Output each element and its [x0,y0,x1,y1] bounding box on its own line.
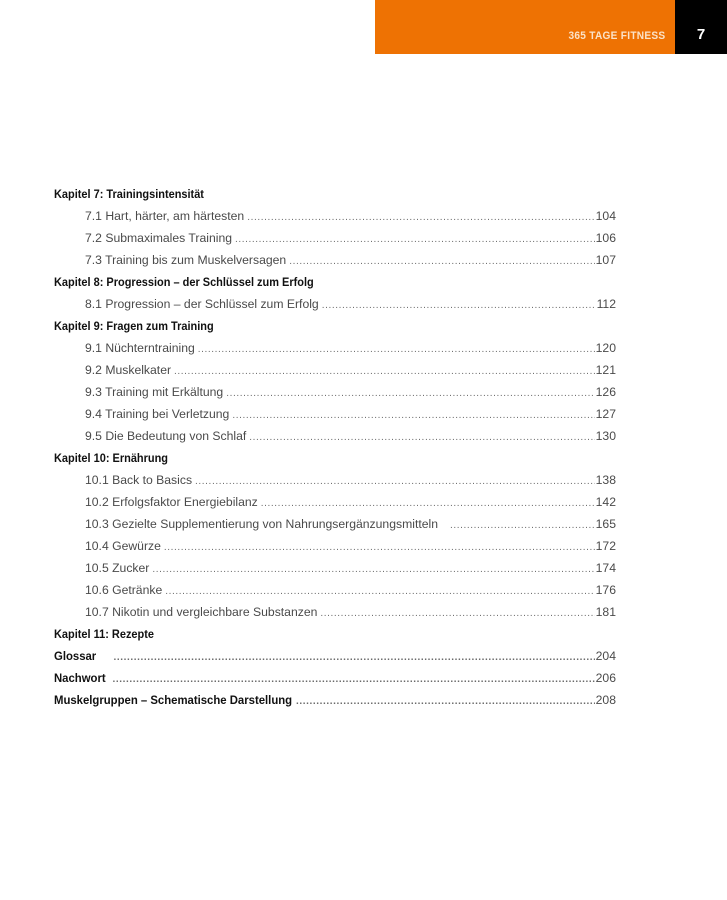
entry-page: 181 [595,605,616,619]
leader-dots [226,383,594,405]
leader-dots [322,295,596,317]
toc-entry[interactable] [54,601,616,623]
chapter-title: Kapitel 11: Rezepte [54,627,155,641]
leader-dots [296,691,595,713]
entry-page: 112 [596,297,616,311]
entry-page: 206 [595,671,616,685]
entry-label: 10.2 Erfolgsfaktor Energiebilanz [85,495,258,509]
header-band [375,0,675,54]
entry-page: 204 [595,649,616,663]
leader-dots [174,361,595,383]
toc-entry[interactable] [54,403,616,425]
entry-label: 10.5 Zucker [85,561,150,575]
leader-dots [235,229,595,251]
book-title: 365 TAGE FITNESS [567,30,665,42]
toc-entry[interactable] [54,205,616,227]
toc-glossary[interactable] [54,645,616,667]
entry-label: 9.3 Training mit Erkältung [85,385,224,399]
leader-dots [232,405,594,427]
toc-entry[interactable] [54,535,616,557]
leader-dots [261,493,595,515]
toc-chapter-11[interactable] [54,623,616,645]
toc-entry[interactable] [54,579,616,601]
entry-page: 107 [595,253,616,267]
leader-dots [195,471,595,493]
entry-page: 176 [595,583,616,597]
entry-page: 106 [595,231,616,245]
leader-dots [289,251,594,273]
toc-entry[interactable] [54,513,616,535]
entry-label: 8.1 Progression – der Schlüssel zum Erfolg [85,297,319,311]
chapter-title: Kapitel 9: Fragen zum Training [54,319,214,333]
entry-label: 9.4 Training bei Verletzung [85,407,230,421]
toc-chapter-10[interactable] [54,447,616,469]
leader-dots [113,647,594,669]
entry-label: 9.5 Die Bedeutung von Schlaf [85,429,247,443]
entry-label: 10.6 Getränke [85,583,163,597]
entry-page: 130 [595,429,616,443]
toc-chapter-9[interactable] [54,315,616,337]
entry-label: 10.3 Gezielte Supplementierung von Nahrungsergänzungsmitteln [85,517,438,531]
chapter-title: Kapitel 7: Trainingsintensität [54,187,204,201]
leader-dots [247,207,594,229]
leader-dots [113,669,595,691]
entry-page: 165 [595,517,616,531]
chapter-title: Kapitel 10: Ernährung [54,451,168,465]
entry-page: 126 [595,385,616,399]
page-number-box [675,0,727,54]
entry-label: 7.2 Submaximales Training [85,231,232,245]
entry-label: 7.1 Hart, härter, am härtesten [85,209,245,223]
toc-muscle-groups[interactable] [54,689,616,711]
entry-page: 208 [595,693,616,707]
leader-dots [164,537,595,559]
leader-dots [450,515,595,537]
leader-dots [320,603,594,625]
entry-label: Nachwort [54,671,106,685]
entry-page: 138 [595,473,616,487]
entry-page: 127 [595,407,616,421]
leader-dots [152,559,594,581]
toc-entry[interactable] [54,227,616,249]
leader-dots [249,427,594,449]
entry-label: 10.7 Nikotin und vergleichbare Substanzen [85,605,318,619]
toc-entry[interactable] [54,249,616,271]
leader-dots [165,581,594,603]
entry-page: 174 [595,561,616,575]
toc-chapter-8[interactable] [54,271,616,293]
toc-entry[interactable] [54,469,616,491]
chapter-title: Kapitel 8: Progression – der Schlüssel zum Erfolg [54,275,314,289]
entry-label: Muskelgruppen – Schematische Darstellung [54,693,293,707]
entry-label: 10.1 Back to Basics [85,473,193,487]
entry-page: 121 [595,363,616,377]
page-number: 7 [696,26,706,43]
toc-chapter-7[interactable] [54,183,616,205]
toc-entry[interactable] [54,425,616,447]
toc-entry[interactable] [54,381,616,403]
leader-dots [198,339,595,361]
entry-page: 120 [595,341,616,355]
table-of-contents [54,183,616,711]
toc-afterword[interactable] [54,667,616,689]
entry-label: 7.3 Training bis zum Muskelversagen [85,253,287,267]
toc-entry[interactable] [54,491,616,513]
toc-entry[interactable] [54,359,616,381]
entry-label: 10.4 Gewürze [85,539,161,553]
toc-entry[interactable] [54,337,616,359]
entry-page: 104 [595,209,616,223]
entry-page: 142 [595,495,616,509]
entry-label: 9.1 Nüchterntraining [85,341,195,355]
toc-entry[interactable] [54,557,616,579]
entry-label: Glossar [54,649,97,663]
toc-entry[interactable] [54,293,616,315]
entry-page: 172 [595,539,616,553]
entry-label: 9.2 Muskelkater [85,363,172,377]
